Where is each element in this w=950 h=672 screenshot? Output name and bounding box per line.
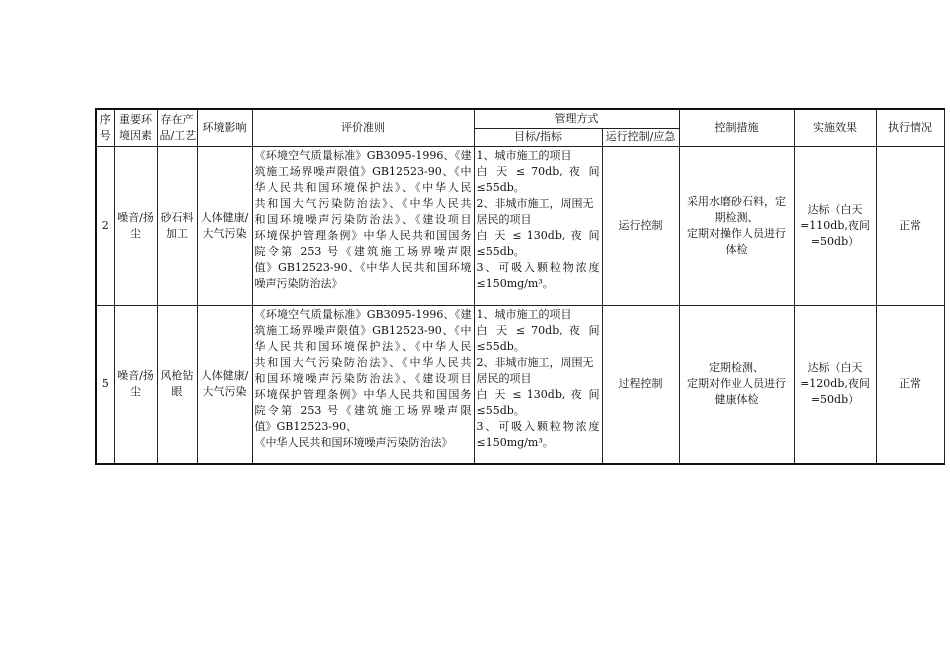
header-status: 执行情况 — [876, 109, 944, 146]
row-status: 正常 — [876, 305, 944, 464]
row-criteria: 《环境空气质量标准》GB3095-1996、《建 筑施工场界噪声限值》GB12523-90、《中 华人民共和国环境保护法》、《中华人民 共和国大气污染防治法》、《中华人民共 和国环境噪声污染防治法》、《建设项目 环境保护管理条例》中华人民共和国国务 院令第 253 号《建筑施工场界噪声限 值》GB12523-90、《中华人民共和国环境 噪声污染防治法》 — [252, 146, 474, 305]
header-operation: 运行控制/应急 — [602, 128, 679, 146]
header-impact: 环境影响 — [197, 109, 252, 146]
header-target: 目标/指标 — [474, 128, 602, 146]
row-operation: 运行控制 — [602, 146, 679, 305]
header-management: 管理方式 — [474, 109, 679, 128]
header-product: 存在产 品/工艺 — [157, 109, 197, 146]
row-product: 砂石料 加工 — [157, 146, 197, 305]
row-seq: 2 — [96, 146, 114, 305]
row-operation: 过程控制 — [602, 305, 679, 464]
row-target: 1、城市施工的项目 白 天 ≤ 70db, 夜 间 ≤55db。 2、非城市施工，周围无 居民的项目 白 天 ≤ 130db, 夜 间 ≤55db。 3、可吸入颗粒物浓度 ≤150mg/m³。 — [474, 305, 602, 464]
row-status: 正常 — [876, 146, 944, 305]
environmental-factors-table — [95, 108, 945, 465]
header-factor: 重要环 境因素 — [114, 109, 157, 146]
row-impact: 人体健康/ 大气污染 — [197, 305, 252, 464]
row-factor: 噪音/扬 尘 — [114, 146, 157, 305]
row-impact: 人体健康/ 大气污染 — [197, 146, 252, 305]
table-row — [96, 146, 944, 305]
row-seq: 5 — [96, 305, 114, 464]
row-control: 采用水磨砂石料，定 期检测、 定期对操作人员进行 体检 — [679, 146, 794, 305]
header-control: 控制措施 — [679, 109, 794, 146]
header-seq: 序 号 — [96, 109, 114, 146]
row-control: 定期检测、 定期对作业人员进行 健康体检 — [679, 305, 794, 464]
row-effect: 达标（白天 =110db,夜间 =50db） — [794, 146, 876, 305]
header-effect: 实施效果 — [794, 109, 876, 146]
row-criteria: 《环境空气质量标准》GB3095-1996、《建 筑施工场界噪声限值》GB12523-90、《中 华人民共和国环境保护法》、《中华人民 共和国大气污染防治法》、《中华人民共 和国环境噪声污染防治法》、《建设项目 环境保护管理条例》中华人民共和国国务 院令第 253 号《建筑施工场界噪声限 值》GB12523-90、 《中华人民共和国环境噪声污染防治法》 — [252, 305, 474, 464]
row-effect: 达标（白天 =120db,夜间 =50db） — [794, 305, 876, 464]
row-factor: 噪音/扬 尘 — [114, 305, 157, 464]
table-row — [96, 305, 944, 464]
row-product: 风枪钻 眼 — [157, 305, 197, 464]
row-target: 1、城市施工的项目 白 天 ≤ 70db, 夜 间 ≤55db。 2、非城市施工，周围无 居民的项目 白 天 ≤ 130db, 夜 间 ≤55db。 3、可吸入颗粒物浓度 ≤150mg/m³。 — [474, 146, 602, 305]
header-criteria: 评价准则 — [252, 109, 474, 146]
